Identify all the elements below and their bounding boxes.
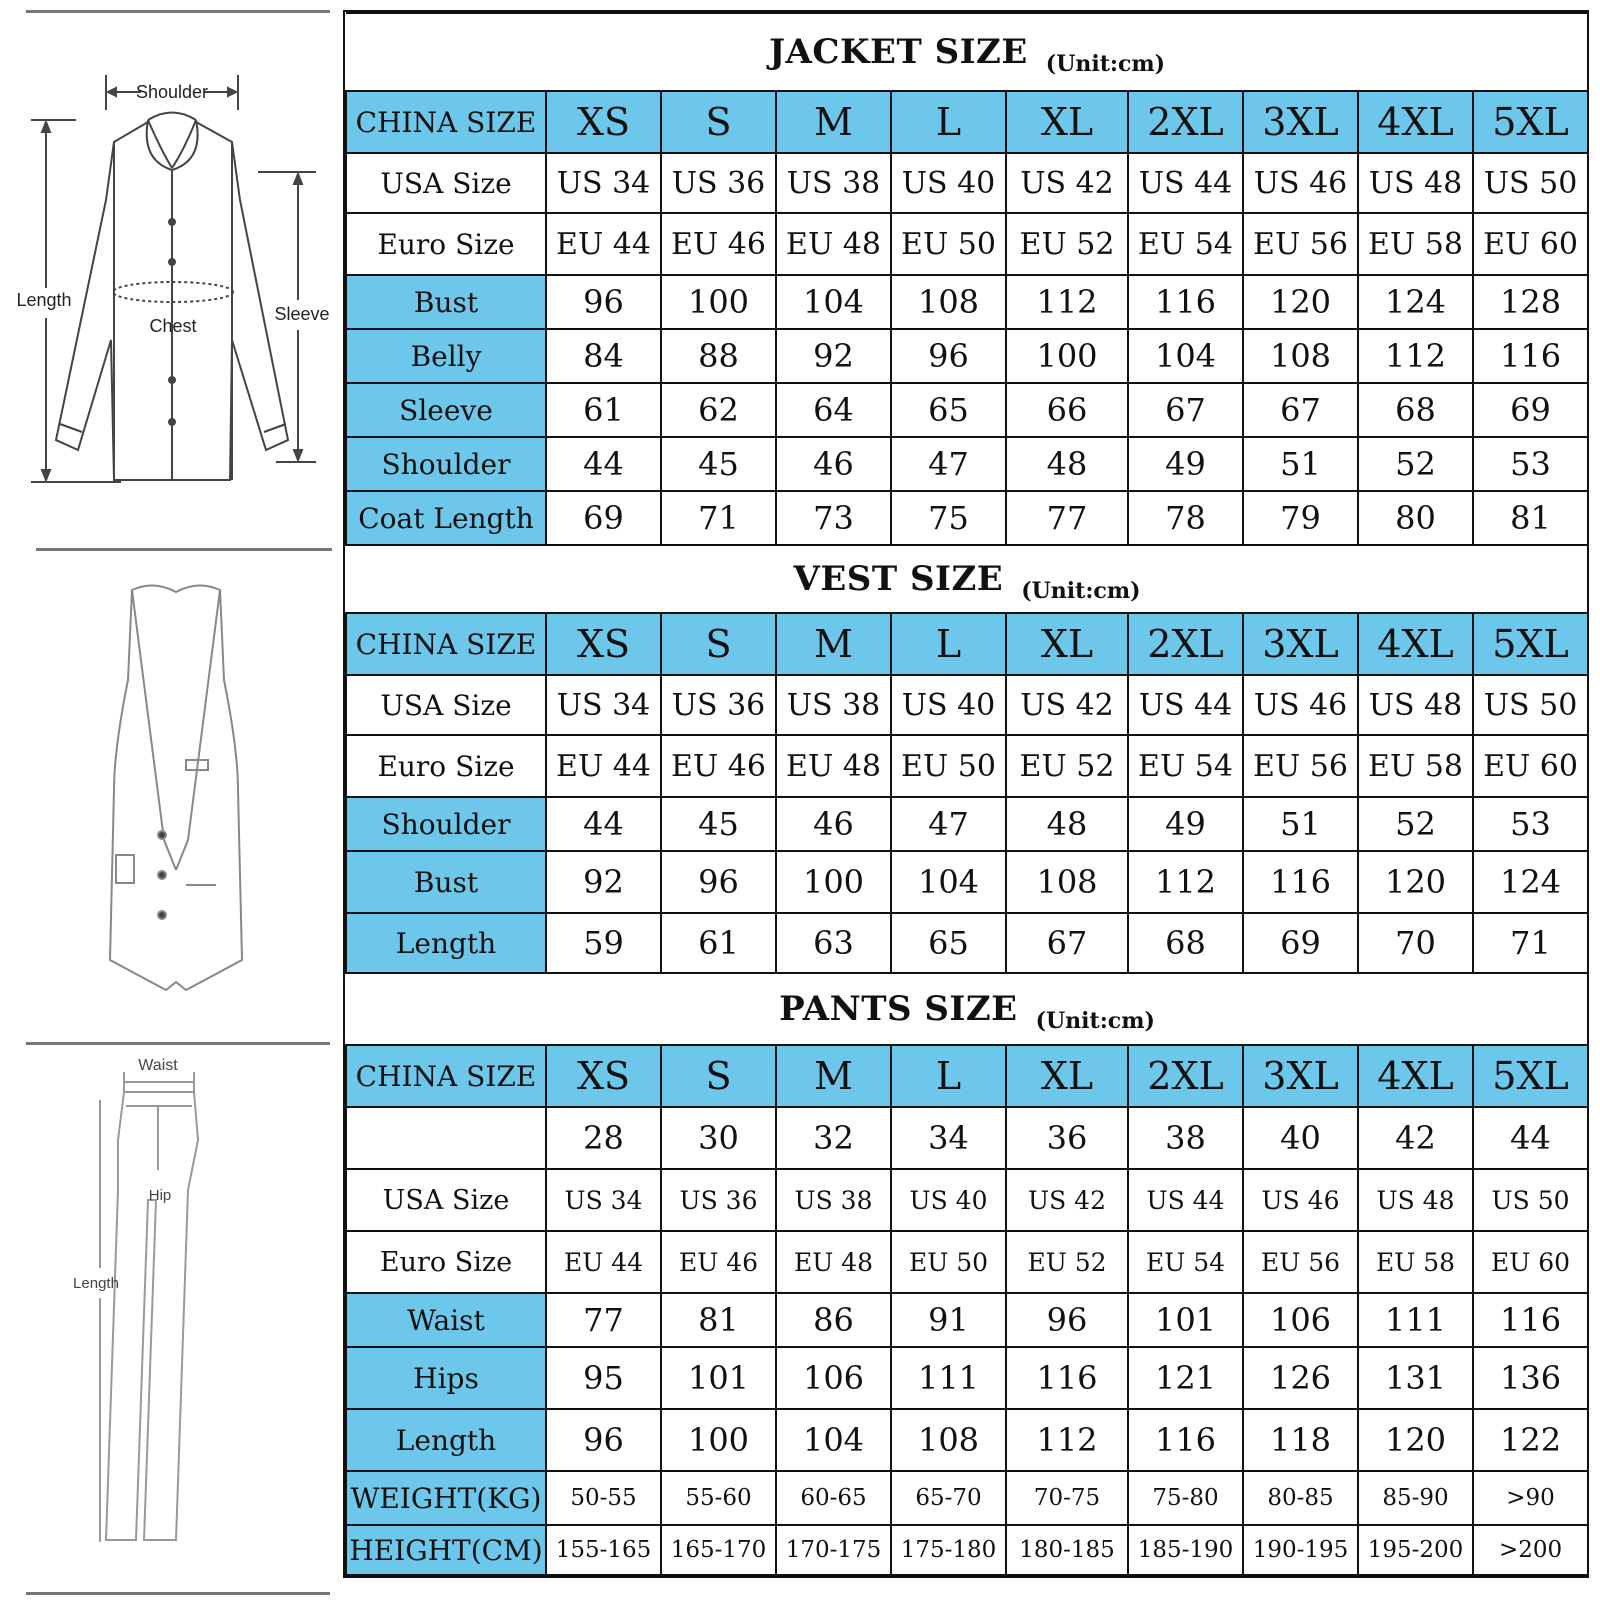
pants-china-size-header: CHINA SIZE	[346, 1045, 546, 1107]
jacket-title-row	[346, 13, 1588, 91]
vest-row-euro-size	[346, 735, 1588, 797]
table-cell: EU 54	[1128, 213, 1243, 275]
pants-diagram	[26, 1050, 332, 1590]
table-cell: 100	[661, 1409, 776, 1471]
table-cell: 126	[1243, 1347, 1358, 1409]
pants-title: PANTS SIZE	[779, 989, 1018, 1029]
table-cell: 49	[1128, 437, 1243, 491]
table-cell: EU 52	[1006, 735, 1128, 797]
pants-size-header-row	[346, 1045, 1588, 1107]
jacket-title-wrap	[346, 32, 1588, 77]
table-cell: 67	[1243, 383, 1358, 437]
table-cell: 170-175	[776, 1525, 891, 1575]
table-cell: EU 58	[1358, 213, 1473, 275]
row-label: Length	[346, 913, 546, 973]
table-cell: 42	[1358, 1107, 1473, 1169]
table-cell: 28	[546, 1107, 661, 1169]
table-cell: 175-180	[891, 1525, 1006, 1575]
table-cell: 63	[776, 913, 891, 973]
sleeve-label: Sleeve	[274, 304, 330, 324]
table-cell: 55-60	[661, 1471, 776, 1525]
table-cell: 108	[1243, 329, 1358, 383]
pants-row-waist-inch	[346, 1107, 1588, 1169]
table-cell: 45	[661, 797, 776, 851]
row-label: Shoulder	[346, 437, 546, 491]
table-cell: EU 60	[1473, 735, 1588, 797]
table-cell: 104	[776, 1409, 891, 1471]
table-cell: US 46	[1243, 153, 1358, 213]
vest-row-usa-size	[346, 675, 1588, 735]
table-cell: 70	[1358, 913, 1473, 973]
table-cell: 64	[776, 383, 891, 437]
table-cell: 116	[1006, 1347, 1128, 1409]
table-cell: EU 58	[1358, 735, 1473, 797]
table-cell: 44	[546, 797, 661, 851]
table-cell: 34	[891, 1107, 1006, 1169]
table-cell: 46	[776, 797, 891, 851]
vest-row-length	[346, 913, 1588, 973]
table-cell: 104	[891, 851, 1006, 913]
table-cell: 51	[1243, 437, 1358, 491]
table-cell: 136	[1473, 1347, 1588, 1409]
jacket-diagram	[16, 50, 332, 490]
table-cell: EU 50	[891, 735, 1006, 797]
pants-size-l: L	[891, 1045, 1006, 1107]
table-cell: 65	[891, 913, 1006, 973]
table-cell: 77	[1006, 491, 1128, 545]
table-cell: EU 54	[1128, 1231, 1243, 1293]
table-cell: 46	[776, 437, 891, 491]
table-cell: 96	[661, 851, 776, 913]
table-cell: 71	[1473, 913, 1588, 973]
row-label	[346, 1107, 546, 1169]
waist-label: Waist	[138, 1057, 178, 1074]
table-cell: 52	[1358, 797, 1473, 851]
table-cell: 116	[1473, 1293, 1588, 1347]
jacket-row-coat-length	[346, 491, 1588, 545]
table-cell: US 50	[1473, 1169, 1588, 1231]
table-cell: 49	[1128, 797, 1243, 851]
shoulder-label: Shoulder	[135, 82, 209, 102]
pants-size-m: M	[776, 1045, 891, 1107]
table-cell: US 46	[1243, 1169, 1358, 1231]
table-cell: 75-80	[1128, 1471, 1243, 1525]
jacket-row-euro-size	[346, 213, 1588, 275]
table-cell: 73	[776, 491, 891, 545]
table-cell: 70-75	[1006, 1471, 1128, 1525]
table-cell: EU 46	[661, 1231, 776, 1293]
table-cell: 48	[1006, 437, 1128, 491]
table-cell: EU 52	[1006, 213, 1128, 275]
row-label: Hips	[346, 1347, 546, 1409]
row-label: Shoulder	[346, 797, 546, 851]
table-cell: 53	[1473, 437, 1588, 491]
table-cell: 62	[661, 383, 776, 437]
table-cell: 96	[546, 1409, 661, 1471]
jacket-size-s: S	[661, 91, 776, 153]
table-cell: 52	[1358, 437, 1473, 491]
table-cell: 71	[661, 491, 776, 545]
table-cell: EU 56	[1243, 213, 1358, 275]
table-cell: 86	[776, 1293, 891, 1347]
vest-unit: (Unit:cm)	[1021, 578, 1141, 604]
table-cell: 101	[1128, 1293, 1243, 1347]
table-cell: 108	[891, 275, 1006, 329]
table-cell: EU 50	[891, 213, 1006, 275]
row-label: USA Size	[346, 153, 546, 213]
vest-row-shoulder	[346, 797, 1588, 851]
illustration-column	[16, 10, 332, 1595]
table-cell: 50-55	[546, 1471, 661, 1525]
table-cell: 96	[891, 329, 1006, 383]
table-cell: 85-90	[1358, 1471, 1473, 1525]
table-cell: EU 48	[776, 1231, 891, 1293]
table-cell: 48	[1006, 797, 1128, 851]
table-cell: 131	[1358, 1347, 1473, 1409]
row-label: Coat Length	[346, 491, 546, 545]
table-cell: 121	[1128, 1347, 1243, 1409]
pants-row-euro-size	[346, 1231, 1588, 1293]
table-cell: 36	[1006, 1107, 1128, 1169]
table-cell: EU 48	[776, 213, 891, 275]
table-cell: EU 58	[1358, 1231, 1473, 1293]
pants-row-hips	[346, 1347, 1588, 1409]
jacket-size-l: L	[891, 91, 1006, 153]
pants-row-usa-size	[346, 1169, 1588, 1231]
pants-size-5xl: 5XL	[1473, 1045, 1588, 1107]
vest-row-bust	[346, 851, 1588, 913]
row-label: Waist	[346, 1293, 546, 1347]
table-cell: 112	[1006, 1409, 1128, 1471]
row-label: Sleeve	[346, 383, 546, 437]
table-cell: 91	[891, 1293, 1006, 1347]
table-cell: 88	[661, 329, 776, 383]
table-cell: EU 54	[1128, 735, 1243, 797]
table-cell: 61	[661, 913, 776, 973]
table-cell: 69	[1243, 913, 1358, 973]
vest-size-l: L	[891, 613, 1006, 675]
vest-title-wrap	[346, 559, 1588, 604]
table-cell: US 42	[1006, 675, 1128, 735]
table-cell: 30	[661, 1107, 776, 1169]
table-cell: 45	[661, 437, 776, 491]
table-cell: US 44	[1128, 1169, 1243, 1231]
table-cell: 80	[1358, 491, 1473, 545]
pants-title-row	[346, 973, 1588, 1045]
table-cell: US 34	[546, 153, 661, 213]
vest-size-xl: XL	[1006, 613, 1128, 675]
pants-size-s: S	[661, 1045, 776, 1107]
table-cell: 81	[661, 1293, 776, 1347]
table-cell: 112	[1006, 275, 1128, 329]
table-cell: 116	[1128, 1409, 1243, 1471]
table-cell: 92	[776, 329, 891, 383]
table-cell: 155-165	[546, 1525, 661, 1575]
row-label: Length	[346, 1409, 546, 1471]
table-cell: EU 60	[1473, 1231, 1588, 1293]
vest-size-header-row	[346, 613, 1588, 675]
row-label: Euro Size	[346, 735, 546, 797]
table-cell: US 38	[776, 153, 891, 213]
table-cell: 44	[546, 437, 661, 491]
table-cell: 118	[1243, 1409, 1358, 1471]
vest-size-2xl: 2XL	[1128, 613, 1243, 675]
table-cell: 116	[1243, 851, 1358, 913]
table-cell: >200	[1473, 1525, 1588, 1575]
row-label: HEIGHT(CM)	[346, 1525, 546, 1575]
table-cell: 53	[1473, 797, 1588, 851]
table-cell: >90	[1473, 1471, 1588, 1525]
table-cell: 67	[1128, 383, 1243, 437]
table-cell: US 40	[891, 153, 1006, 213]
pants-size-xl: XL	[1006, 1045, 1128, 1107]
table-cell: 65	[891, 383, 1006, 437]
divider	[36, 548, 332, 551]
table-cell: 96	[1006, 1293, 1128, 1347]
table-cell: 185-190	[1128, 1525, 1243, 1575]
table-cell: 92	[546, 851, 661, 913]
table-cell: 80-85	[1243, 1471, 1358, 1525]
table-cell: EU 50	[891, 1231, 1006, 1293]
pants-row-height-cm	[346, 1525, 1588, 1575]
table-cell: 108	[891, 1409, 1006, 1471]
table-cell: 68	[1358, 383, 1473, 437]
table-cell: US 50	[1473, 153, 1588, 213]
jacket-row-shoulder	[346, 437, 1588, 491]
table-cell: 111	[1358, 1293, 1473, 1347]
table-cell: US 34	[546, 1169, 661, 1231]
table-cell: 180-185	[1006, 1525, 1128, 1575]
table-cell: 51	[1243, 797, 1358, 851]
jacket-size-2xl: 2XL	[1128, 91, 1243, 153]
pants-title-cell	[346, 973, 1588, 1045]
table-cell: 66	[1006, 383, 1128, 437]
chest-label: Chest	[149, 316, 197, 336]
divider	[26, 10, 330, 13]
row-label: USA Size	[346, 675, 546, 735]
table-cell: 47	[891, 437, 1006, 491]
table-cell: 104	[776, 275, 891, 329]
table-cell: 120	[1358, 1409, 1473, 1471]
table-cell: 124	[1473, 851, 1588, 913]
table-cell: US 36	[661, 1169, 776, 1231]
table-cell: 124	[1358, 275, 1473, 329]
table-cell: 32	[776, 1107, 891, 1169]
vest-size-3xl: 3XL	[1243, 613, 1358, 675]
table-cell: EU 56	[1243, 735, 1358, 797]
table-cell: 96	[546, 275, 661, 329]
vest-title-cell	[346, 545, 1588, 613]
table-cell: 84	[546, 329, 661, 383]
table-cell: 106	[1243, 1293, 1358, 1347]
table-cell: 120	[1243, 275, 1358, 329]
table-cell: 61	[546, 383, 661, 437]
table-cell: 116	[1128, 275, 1243, 329]
table-cell: 195-200	[1358, 1525, 1473, 1575]
jacket-size-m: M	[776, 91, 891, 153]
table-cell: US 44	[1128, 675, 1243, 735]
table-cell: 69	[546, 491, 661, 545]
jacket-row-belly	[346, 329, 1588, 383]
row-label: WEIGHT(KG)	[346, 1471, 546, 1525]
vest-size-xs: XS	[546, 613, 661, 675]
jacket-row-sleeve	[346, 383, 1588, 437]
jacket-row-usa-size	[346, 153, 1588, 213]
table-cell: EU 44	[546, 1231, 661, 1293]
size-table	[345, 12, 1589, 1576]
table-cell: EU 44	[546, 735, 661, 797]
table-cell: 165-170	[661, 1525, 776, 1575]
table-cell: US 38	[776, 675, 891, 735]
table-cell: 122	[1473, 1409, 1588, 1471]
table-cell: EU 46	[661, 735, 776, 797]
table-cell: 112	[1128, 851, 1243, 913]
vest-size-5xl: 5XL	[1473, 613, 1588, 675]
table-cell: US 48	[1358, 675, 1473, 735]
table-cell: 100	[661, 275, 776, 329]
pants-size-3xl: 3XL	[1243, 1045, 1358, 1107]
table-cell: 101	[661, 1347, 776, 1409]
table-cell: EU 60	[1473, 213, 1588, 275]
pants-length-label: Length	[73, 1275, 119, 1292]
row-label: Euro Size	[346, 213, 546, 275]
table-cell: US 50	[1473, 675, 1588, 735]
pants-row-weight-kg	[346, 1471, 1588, 1525]
table-cell: 112	[1358, 329, 1473, 383]
table-cell: 77	[546, 1293, 661, 1347]
table-cell: 40	[1243, 1107, 1358, 1169]
table-cell: 78	[1128, 491, 1243, 545]
vest-title-row	[346, 545, 1588, 613]
table-cell: 79	[1243, 491, 1358, 545]
table-cell: 104	[1128, 329, 1243, 383]
jacket-size-xs: XS	[546, 91, 661, 153]
table-cell: US 48	[1358, 1169, 1473, 1231]
jacket-title: JACKET SIZE	[768, 32, 1028, 72]
table-cell: US 42	[1006, 1169, 1128, 1231]
length-label: Length	[16, 290, 72, 310]
table-cell: US 40	[891, 1169, 1006, 1231]
vest-size-m: M	[776, 613, 891, 675]
vest-title: VEST SIZE	[793, 559, 1004, 599]
pants-row-length	[346, 1409, 1588, 1471]
table-cell: US 46	[1243, 675, 1358, 735]
table-cell: 100	[1006, 329, 1128, 383]
jacket-title-cell	[346, 13, 1588, 91]
table-cell: EU 46	[661, 213, 776, 275]
size-chart	[343, 10, 1589, 1578]
pants-size-4xl: 4XL	[1358, 1045, 1473, 1107]
vest-china-size-header: CHINA SIZE	[346, 613, 546, 675]
table-cell: 44	[1473, 1107, 1588, 1169]
table-cell: 60-65	[776, 1471, 891, 1525]
table-cell: 59	[546, 913, 661, 973]
table-cell: 81	[1473, 491, 1588, 545]
pants-title-wrap	[346, 989, 1588, 1034]
table-cell: 128	[1473, 275, 1588, 329]
hip-label: Hip	[148, 1187, 172, 1204]
jacket-size-header-row	[346, 91, 1588, 153]
table-cell: 67	[1006, 913, 1128, 973]
jacket-china-size-header: CHINA SIZE	[346, 91, 546, 153]
table-cell: 108	[1006, 851, 1128, 913]
table-cell: US 38	[776, 1169, 891, 1231]
table-cell: 116	[1473, 329, 1588, 383]
table-cell: 69	[1473, 383, 1588, 437]
table-cell: EU 44	[546, 213, 661, 275]
jacket-size-4xl: 4XL	[1358, 91, 1473, 153]
row-label: USA Size	[346, 1169, 546, 1231]
divider	[26, 1592, 330, 1595]
table-cell: EU 52	[1006, 1231, 1128, 1293]
table-cell: EU 48	[776, 735, 891, 797]
divider	[26, 1042, 330, 1045]
table-cell: 120	[1358, 851, 1473, 913]
table-cell: 47	[891, 797, 1006, 851]
table-cell: 95	[546, 1347, 661, 1409]
jacket-size-5xl: 5XL	[1473, 91, 1588, 153]
vest-size-4xl: 4XL	[1358, 613, 1473, 675]
row-label: Belly	[346, 329, 546, 383]
jacket-unit: (Unit:cm)	[1045, 51, 1166, 77]
table-cell: 68	[1128, 913, 1243, 973]
table-cell: US 40	[891, 675, 1006, 735]
table-cell: EU 56	[1243, 1231, 1358, 1293]
pants-unit: (Unit:cm)	[1035, 1008, 1155, 1034]
table-cell: 106	[776, 1347, 891, 1409]
row-label: Bust	[346, 275, 546, 329]
table-cell: 65-70	[891, 1471, 1006, 1525]
table-cell: US 44	[1128, 153, 1243, 213]
table-cell: US 36	[661, 153, 776, 213]
table-cell: US 34	[546, 675, 661, 735]
table-cell: US 48	[1358, 153, 1473, 213]
row-label: Euro Size	[346, 1231, 546, 1293]
table-cell: 190-195	[1243, 1525, 1358, 1575]
jacket-row-bust	[346, 275, 1588, 329]
pants-row-waist	[346, 1293, 1588, 1347]
jacket-size-xl: XL	[1006, 91, 1128, 153]
table-cell: US 36	[661, 675, 776, 735]
pants-size-2xl: 2XL	[1128, 1045, 1243, 1107]
table-cell: US 42	[1006, 153, 1128, 213]
vest-diagram	[66, 570, 296, 1000]
jacket-size-3xl: 3XL	[1243, 91, 1358, 153]
pants-size-xs: XS	[546, 1045, 661, 1107]
row-label: Bust	[346, 851, 546, 913]
vest-size-s: S	[661, 613, 776, 675]
table-cell: 111	[891, 1347, 1006, 1409]
table-cell: 75	[891, 491, 1006, 545]
table-cell: 38	[1128, 1107, 1243, 1169]
table-cell: 100	[776, 851, 891, 913]
